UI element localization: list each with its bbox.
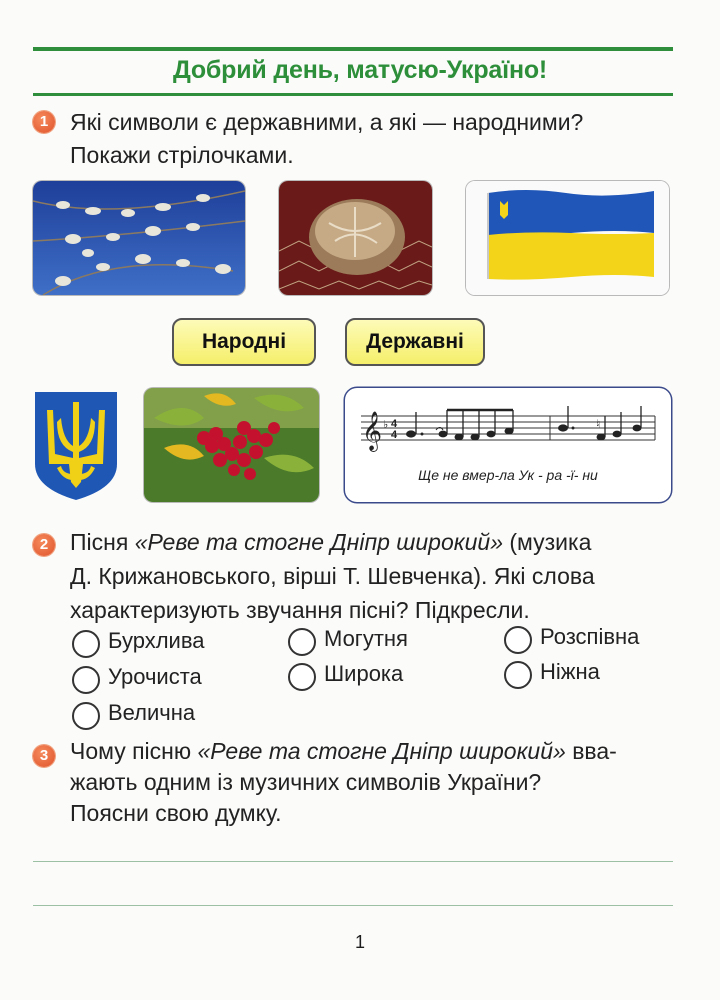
- answer-line[interactable]: [33, 861, 673, 862]
- svg-text:𝄞: 𝄞: [362, 411, 383, 451]
- radio-circle[interactable]: [72, 702, 100, 730]
- anthem-lyrics: Ще не вмер-ла Ук - ра -ї- ни: [418, 467, 598, 483]
- task2-line3: характеризують звучання пісні? Підкресли.: [70, 597, 530, 623]
- task1-line1: Які символи є державними, а які — народними?: [70, 109, 584, 135]
- viburnum-photo[interactable]: [144, 388, 319, 502]
- svg-text:4: 4: [391, 418, 398, 430]
- svg-text:4: 4: [391, 429, 398, 441]
- task1-line2: Покажи стрілочками.: [70, 142, 294, 168]
- task-number-badge: 2: [33, 534, 55, 556]
- task3-intro-post: вва-: [565, 738, 617, 764]
- state-symbols-label[interactable]: Державні: [345, 318, 485, 366]
- task3-line2: жають одним із музичних символів України?: [70, 769, 542, 795]
- page-number: 1: [354, 932, 365, 952]
- answer-line[interactable]: [33, 905, 673, 906]
- task2-intro-post: (музика: [503, 529, 592, 555]
- song-title: «Реве та стогне Дніпр широкий»: [197, 738, 566, 764]
- task3-line3: Поясни свою думку.: [70, 800, 282, 826]
- task-number-badge: 1: [33, 111, 55, 133]
- anthem-music-box[interactable]: [345, 388, 671, 502]
- svg-text:♭: ♭: [383, 419, 389, 431]
- coat-of-arms-image[interactable]: [33, 388, 119, 502]
- task1-question: [70, 106, 675, 172]
- header-rule-top: [33, 47, 673, 51]
- task3-question: [70, 736, 675, 829]
- song-title: «Реве та стогне Дніпр широкий»: [134, 529, 503, 555]
- task2-line2: Д. Крижановського, вірші Т. Шевченка). Які слова: [70, 563, 595, 589]
- folk-symbols-label[interactable]: Народні: [172, 318, 316, 366]
- radio-circle[interactable]: [504, 661, 532, 689]
- willow-photo[interactable]: [33, 181, 245, 295]
- page-title: Добрий день, матусю-Україно!: [172, 56, 548, 84]
- radio-circle[interactable]: [504, 626, 532, 654]
- radio-circle[interactable]: [72, 666, 100, 694]
- flag-photo[interactable]: [466, 181, 669, 295]
- task2-intro: Пісня: [70, 529, 135, 555]
- radio-circle[interactable]: [288, 628, 316, 656]
- radio-circle[interactable]: [288, 663, 316, 691]
- radio-circle[interactable]: [72, 630, 100, 658]
- task-number-badge: 3: [33, 745, 55, 767]
- header-rule-bottom: [33, 93, 673, 96]
- task2-question: [70, 525, 675, 627]
- bread-towel-photo[interactable]: [279, 181, 432, 295]
- task3-intro: Чому пісню: [70, 738, 198, 764]
- svg-text:♮: ♮: [596, 417, 601, 431]
